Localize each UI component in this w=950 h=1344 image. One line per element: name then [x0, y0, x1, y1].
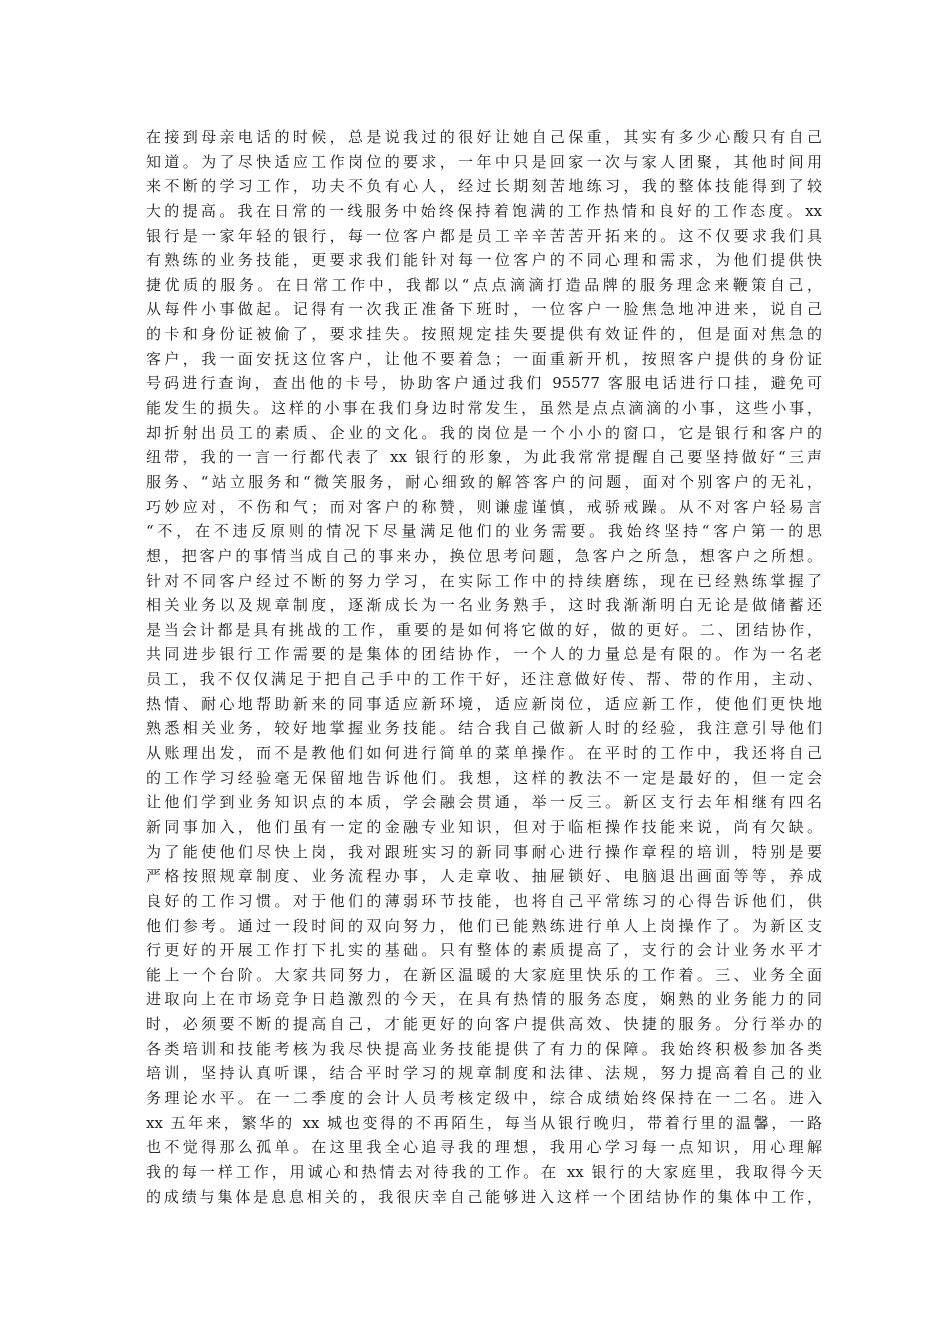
text-line: 捷优质的服务。在日常工作中，我都以“点点滴滴打造品牌的服务理念来鞭策自己， — [146, 275, 822, 294]
text-line: 的卡和身份证被偷了，要求挂失。按照规定挂失要提供有效证件的，但是面对焦急的 — [146, 325, 822, 344]
text-line: 能上一个台阶。大家共同努力，在新区温暖的大家庭里快乐的工作着。三、业务全面 — [146, 965, 822, 984]
text-line: 我的每一样工作，用诚心和热情去对待我的工作。在 xx 银行的大家庭里，我取得今天 — [146, 1162, 822, 1181]
text-line: 巧妙应对，不伤和气；而对客户的称赞，则谦虚谨慎，戒骄戒躁。从不对客户轻易言 — [146, 497, 822, 516]
text-line: 各类培训和技能考核为我尽快提高业务技能提供了有力的保障。我始终积极参加各类 — [146, 1039, 822, 1058]
text-line: 时，必须要不断的提高自己，才能更好的向客户提供高效、快捷的服务。分行举办的 — [146, 1015, 822, 1034]
text-line: 热情、耐心地帮助新来的同事适应新环境，适应新岗位，适应新工作，使他们更快地 — [146, 694, 822, 713]
text-line: 进取向上在市场竞争日趋激烈的今天，在具有热情的服务态度，娴熟的业务能力的同 — [146, 990, 822, 1009]
text-line: 员工，我不仅仅满足于把自己手中的工作干好，还注意做好传、帮、带的作用，主动、 — [146, 670, 822, 689]
text-line: 相关业务以及规章制度，逐渐成长为一名业务熟手，这时我渐渐明白无论是做储蓄还 — [146, 596, 822, 615]
text-line: 纽带，我的一言一行都代表了 xx 银行的形象，为此我常常提醒自己要坚持做好“三声 — [146, 448, 822, 467]
text-line: 从账理出发，而不是教他们如何进行简单的菜单操作。在平时的工作中，我还将自己 — [146, 744, 822, 763]
text-line: 培训，坚持认真听课，结合平时学习的规章制度和法律、法规，努力提高着自己的业 — [146, 1064, 822, 1083]
text-line: 服务、“站立服务和“微笑服务，耐心细致的解答客户的问题，面对个别客户的无礼， — [146, 472, 822, 491]
text-line: 号码进行查询，查出他的卡号，协助客户通过我们 95577 客服电话进行口挂，避免可 — [146, 374, 822, 393]
text-line: 能发生的损失。这样的小事在我们身边时常发生，虽然是点点滴滴的小事，这些小事， — [146, 399, 822, 418]
text-line: 的工作学习经验毫无保留地告诉他们。我想，这样的教法不一定是最好的，但一定会 — [146, 768, 822, 787]
text-line: 从每件小事做起。记得有一次我正准备下班时，一位客户一脸焦急地冲进来，说自己 — [146, 300, 822, 319]
body-paragraph — [146, 125, 822, 1209]
text-line: 共同进步银行工作需要的是集体的团结协作，一个人的力量总是有限的。作为一名老 — [146, 645, 822, 664]
text-line: 在接到母亲电话的时候，总是说我过的很好让她自己保重，其实有多少心酸只有自己 — [146, 128, 822, 146]
text-line: 大的提高。我在日常的一线服务中始终保持着饱满的工作热情和良好的工作态度。xx — [146, 201, 822, 220]
text-line: 熟悉相关业务，较好地掌握业务技能。结合我自己做新人时的经验，我注意引导他们 — [146, 719, 822, 738]
text-line: 良好的工作习惯。对于他们的薄弱环节技能，也将自己平常练习的心得告诉他们，供 — [146, 891, 822, 910]
text-line: 却折射出员工的素质、企业的文化。我的岗位是一个小小的窗口，它是银行和客户的 — [146, 423, 822, 442]
text-line: “不，在不违反原则的情况下尽量满足他们的业务需要。我始终坚持“客户第一的思 — [146, 522, 822, 541]
text-line: 知道。为了尽快适应工作岗位的要求，一年中只是回家一次与家人团聚，其他时间用 — [146, 152, 822, 171]
text-line: 行更好的开展工作打下扎实的基础。只有整体的素质提高了，支行的会计业务水平才 — [146, 941, 822, 960]
text-line: 为了能使他们尽快上岗，我对跟班实习的新同事耐心进行操作章程的培训，特别是要 — [146, 842, 822, 861]
text-line: 是当会计都是具有挑战的工作，重要的是如何将它做的好，做的更好。二、团结协作， — [146, 620, 822, 639]
text-line: 务理论水平。在一二季度的会计人员考核定级中，综合成绩始终保持在一二名。进入 — [146, 1088, 822, 1107]
text-line: 也不觉得那么孤单。在这里我全心追寻我的理想，我用心学习每一点知识，用心理解 — [146, 1138, 822, 1157]
text-line: 严格按照规章制度、业务流程办事，人走章收、抽屉锁好、电脑退出画面等等，养成 — [146, 867, 822, 886]
text-line: 新同事加入，他们虽有一定的金融专业知识，但对于临柜操作技能来说，尚有欠缺。 — [146, 817, 822, 836]
text-line: xx 五年来，繁华的 xx 城也变得的不再陌生，每当从银行晚归，带着行里的温馨，一路 — [146, 1113, 822, 1132]
text-line: 客户，我一面安抚这位客户，让他不要着急；一面重新开机，按照客户提供的身份证 — [146, 349, 822, 368]
text-line: 针对不同客户经过不断的努力学习，在实际工作中的持续磨练，现在已经熟练掌握了 — [146, 571, 822, 590]
text-line: 有熟练的业务技能，更要求我们能针对每一位客户的不同心理和需求，为他们提供快 — [146, 251, 822, 270]
text-line: 让他们学到业务知识点的本质，学会融会贯通，举一反三。新区支行去年相继有四名 — [146, 793, 822, 812]
text-line: 银行是一家年轻的银行，每一位客户都是员工辛辛苦苦开拓来的。这不仅要求我们具 — [146, 226, 822, 245]
text-line: 来不断的学习工作，功夫不负有心人，经过长期刻苦地练习，我的整体技能得到了较 — [146, 177, 822, 196]
text-line: 的成绩与集体是息息相关的，我很庆幸自己能够进入这样一个团结协作的集体中工作， — [146, 1187, 822, 1206]
text-line: 想，把客户的事情当成自己的事来办，换位思考问题，急客户之所急，想客户之所想。 — [146, 546, 822, 565]
text-line: 他们参考。通过一段时间的双向努力，他们已能熟练进行单人上岗操作了。为新区支 — [146, 916, 822, 935]
